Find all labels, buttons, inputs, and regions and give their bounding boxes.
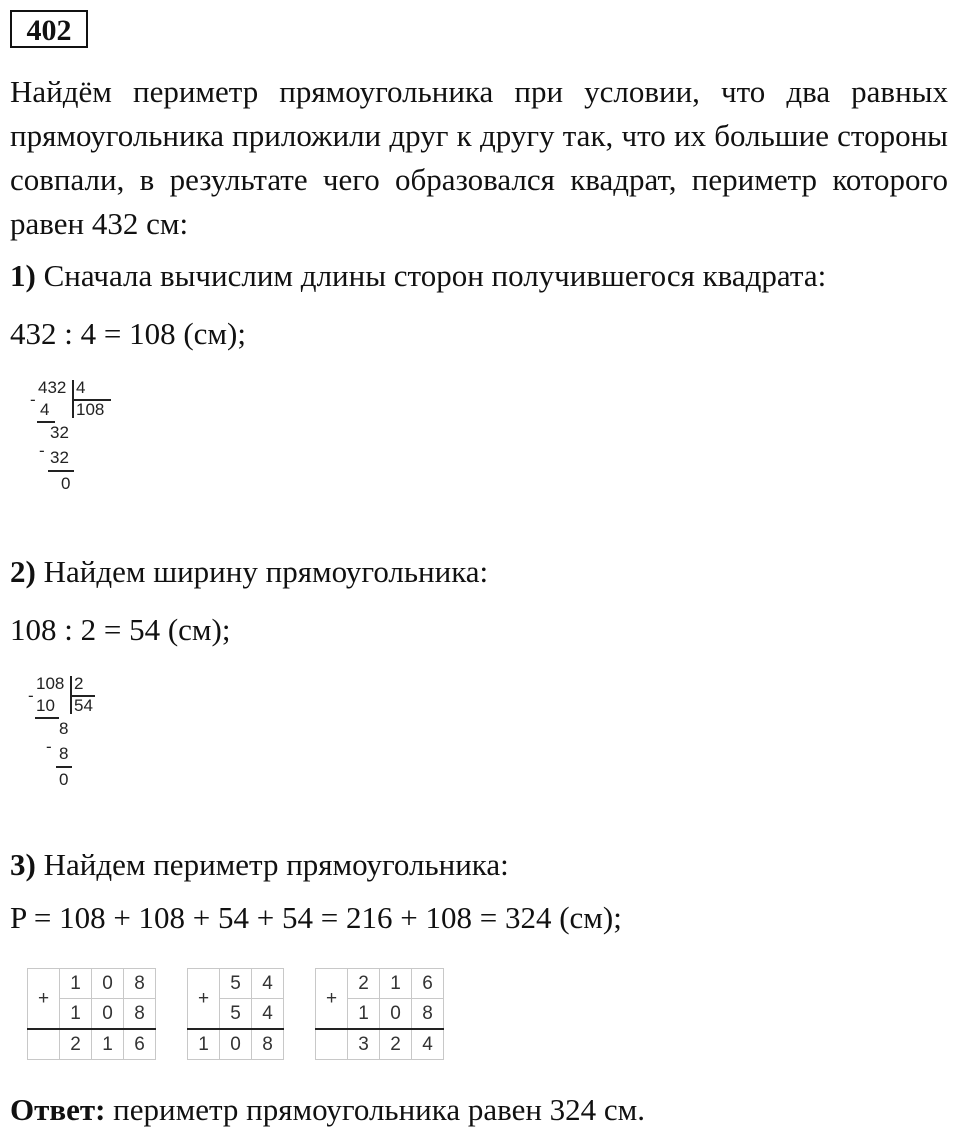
division-2-remainder-1: 8 xyxy=(59,719,69,738)
addition-2-digit: 4 xyxy=(252,999,284,1030)
division-1-remainder-2: 0 xyxy=(61,474,71,493)
division-1-quotient: 108 xyxy=(76,400,105,419)
addition-3-digit: 1 xyxy=(380,969,412,999)
addition-1-digit: 8 xyxy=(124,999,156,1030)
division-1-dividend: 432 xyxy=(38,378,67,397)
addition-1-empty-cell xyxy=(28,1029,60,1060)
addition-3-digit: 0 xyxy=(380,999,412,1030)
answer-label: Ответ: xyxy=(10,1092,106,1127)
long-division-1 xyxy=(28,378,128,523)
problem-intro: Найдём периметр прямоугольника при условии, что два равных прямоугольника приложили друг к другу так, что их большие стороны совпали, в результате чего образовался квадрат, периметр которого равен 432 см: xyxy=(10,74,948,241)
addition-2-plus: + xyxy=(188,969,220,1030)
division-2-divisor: 2 xyxy=(74,674,84,693)
step-3-text: Найдем периметр прямоугольника: xyxy=(35,847,509,882)
division-2-rule-1 xyxy=(35,717,59,719)
addition-2-digit: 4 xyxy=(252,969,284,999)
addition-1-sum-digit: 1 xyxy=(92,1029,124,1060)
addition-3-digit: 1 xyxy=(348,999,380,1030)
answer-line xyxy=(10,1088,645,1132)
addition-2-sum-digit: 1 xyxy=(188,1029,220,1060)
division-1-rule-2 xyxy=(48,470,74,472)
addition-3-sum-digit: 3 xyxy=(348,1029,380,1060)
addition-1-digit: 0 xyxy=(92,999,124,1030)
step-3-heading xyxy=(10,843,509,887)
division-1-remainder-1: 32 xyxy=(50,423,69,442)
step-2-text: Найдем ширину прямоугольника: xyxy=(35,554,489,589)
step-2-heading xyxy=(10,550,488,594)
addition-3-plus: + xyxy=(316,969,348,1030)
column-addition-2 xyxy=(187,968,284,1060)
step-3-marker: 3) xyxy=(10,847,36,882)
division-1-subtrahend-2: 32 xyxy=(50,448,69,467)
step-1-heading xyxy=(10,254,826,298)
addition-1-plus: + xyxy=(28,969,60,1030)
addition-3-digit: 6 xyxy=(412,969,444,999)
step-1-expression: 432 : 4 = 108 (см); xyxy=(10,316,246,351)
addition-2-sum-digit: 8 xyxy=(252,1029,284,1060)
addition-1-sum-digit: 6 xyxy=(124,1029,156,1060)
step-3-expression: P = 108 + 108 + 54 + 54 = 216 + 108 = 324 (см); xyxy=(10,900,622,935)
addition-3-empty-cell xyxy=(316,1029,348,1060)
step-1-text: Сначала вычислим длины сторон получившегося квадрата: xyxy=(35,258,827,293)
addition-1-sum-digit: 2 xyxy=(60,1029,92,1060)
division-2-minus-2: - xyxy=(46,737,52,756)
addition-3-sum-digit: 2 xyxy=(380,1029,412,1060)
addition-3-digit: 2 xyxy=(348,969,380,999)
addition-3-digit: 8 xyxy=(412,999,444,1030)
column-addition-3 xyxy=(315,968,444,1060)
step-2-expression: 108 : 2 = 54 (см); xyxy=(10,612,231,647)
division-2-minus-1: - xyxy=(28,686,34,705)
division-2-rule-2 xyxy=(56,766,72,768)
addition-1-digit: 8 xyxy=(124,969,156,999)
division-2-quotient: 54 xyxy=(74,696,93,715)
division-1-minus-2: - xyxy=(39,441,45,460)
division-2-dividend: 108 xyxy=(36,674,65,693)
addition-1-digit: 1 xyxy=(60,999,92,1030)
step-2-marker: 2) xyxy=(10,554,36,589)
addition-3-sum-digit: 4 xyxy=(412,1029,444,1060)
division-1-subtrahend-1: 4 xyxy=(40,400,50,419)
column-addition-1 xyxy=(27,968,156,1060)
division-1-divisor: 4 xyxy=(76,378,86,397)
answer-text: периметр прямоугольника равен 324 см. xyxy=(105,1092,646,1127)
addition-1-digit: 1 xyxy=(60,969,92,999)
addition-2-digit: 5 xyxy=(220,999,252,1030)
addition-1-digit: 0 xyxy=(92,969,124,999)
division-2-subtrahend-2: 8 xyxy=(59,744,69,763)
division-2-remainder-2: 0 xyxy=(59,770,69,789)
addition-2-sum-digit: 0 xyxy=(220,1029,252,1060)
step-1-marker: 1) xyxy=(10,258,36,293)
task-number: 402 xyxy=(10,10,88,48)
addition-2-digit: 5 xyxy=(220,969,252,999)
division-1-minus-1: - xyxy=(30,390,36,409)
division-2-subtrahend-1: 10 xyxy=(36,696,55,715)
long-division-2 xyxy=(28,674,128,819)
